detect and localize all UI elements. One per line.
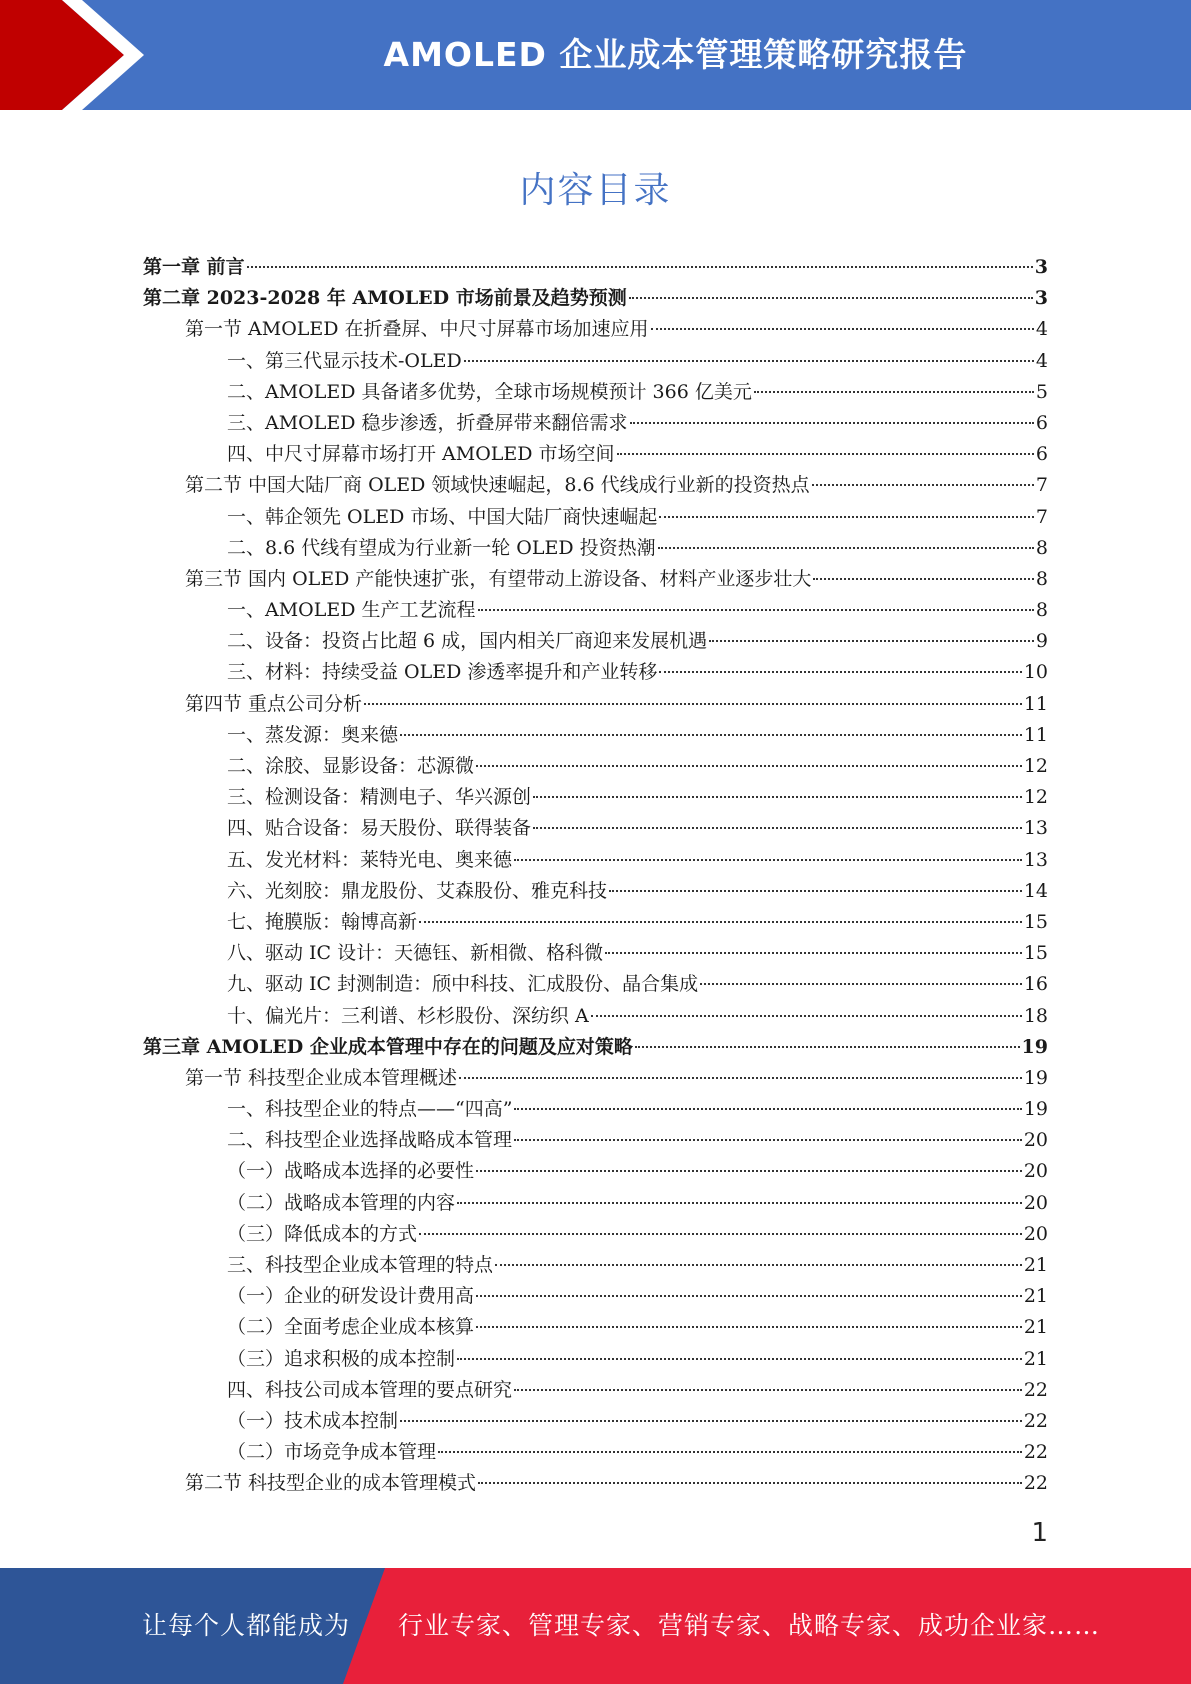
toc-entry[interactable] bbox=[143, 1063, 1048, 1094]
toc-dot-leader bbox=[476, 765, 1022, 767]
toc-dot-leader bbox=[605, 952, 1022, 954]
toc-entry-title: 第四节 重点公司分析 bbox=[185, 692, 363, 715]
toc-entry[interactable] bbox=[143, 1344, 1048, 1375]
toc-entry[interactable] bbox=[143, 377, 1048, 408]
toc-entry-title: 第三章 AMOLED 企业成本管理中存在的问题及应对策略 bbox=[143, 1035, 633, 1058]
toc-dot-leader bbox=[533, 827, 1022, 829]
toc-entry[interactable] bbox=[143, 564, 1048, 595]
toc-dot-leader bbox=[591, 1015, 1022, 1017]
page-number: 1 bbox=[1031, 1518, 1048, 1548]
page-header bbox=[0, 0, 1191, 110]
toc-entry-page: 13 bbox=[1023, 817, 1048, 840]
toc-entry-page: 20 bbox=[1023, 1160, 1048, 1183]
toc-entry-page: 8 bbox=[1035, 567, 1048, 590]
toc-dot-leader bbox=[495, 1264, 1022, 1266]
toc-entry-page: 19 bbox=[1023, 1098, 1048, 1121]
toc-entry-page: 22 bbox=[1023, 1472, 1048, 1495]
toc-entry[interactable] bbox=[143, 1375, 1048, 1406]
toc-entry-title: 一、AMOLED 生产工艺流程 bbox=[227, 599, 476, 622]
toc-entry-page: 15 bbox=[1023, 942, 1048, 965]
toc-entry-page: 21 bbox=[1023, 1285, 1048, 1308]
toc-entry-page: 20 bbox=[1023, 1129, 1048, 1152]
toc-entry[interactable] bbox=[143, 470, 1048, 501]
page-footer bbox=[0, 1568, 1191, 1684]
toc-entry[interactable] bbox=[143, 502, 1048, 533]
toc-dot-leader bbox=[629, 297, 1033, 299]
toc-entry-title: 一、科技型企业的特点——“四高” bbox=[227, 1098, 513, 1121]
toc-entry-title: 第一节 科技型企业成本管理概述 bbox=[185, 1066, 458, 1089]
toc-entry-title: 一、第三代显示技术-OLED bbox=[227, 349, 462, 372]
header-arrow-decoration bbox=[0, 0, 160, 110]
toc-entry-title: 二、科技型企业选择战略成本管理 bbox=[227, 1129, 513, 1152]
toc-entry[interactable] bbox=[143, 689, 1048, 720]
toc-entry-title: 三、检测设备：精测电子、华兴源创 bbox=[227, 786, 532, 809]
toc-entry[interactable] bbox=[143, 1032, 1048, 1063]
toc-entry-page: 20 bbox=[1023, 1191, 1048, 1214]
toc-entry-page: 14 bbox=[1023, 879, 1048, 902]
toc-entry-title: 第二节 科技型企业的成本管理模式 bbox=[185, 1472, 477, 1495]
toc-entry[interactable] bbox=[143, 439, 1048, 470]
toc-title: 内容目录 bbox=[519, 170, 672, 211]
toc-entry[interactable] bbox=[143, 595, 1048, 626]
toc-entry-page: 21 bbox=[1023, 1316, 1048, 1339]
toc-entry-page: 10 bbox=[1023, 661, 1048, 684]
toc-dot-leader bbox=[533, 796, 1022, 798]
toc-entry-title: 三、AMOLED 稳步渗透，折叠屏带来翻倍需求 bbox=[227, 411, 628, 434]
toc-entry-page: 9 bbox=[1035, 630, 1048, 653]
toc-entry-page: 4 bbox=[1035, 349, 1048, 372]
toc-entry[interactable] bbox=[143, 938, 1048, 969]
toc-entry[interactable] bbox=[143, 1188, 1048, 1219]
toc-dot-leader bbox=[514, 1108, 1021, 1110]
toc-entry[interactable] bbox=[143, 314, 1048, 345]
toc-entry-page: 7 bbox=[1035, 505, 1048, 528]
toc-dot-leader bbox=[754, 391, 1034, 393]
toc-entry-title: 六、光刻胶：鼎龙股份、艾森股份、雅克科技 bbox=[227, 879, 608, 902]
toc-entry[interactable] bbox=[143, 1094, 1048, 1125]
toc-entry-title: （一）技术成本控制 bbox=[227, 1409, 399, 1432]
toc-entry-page: 5 bbox=[1035, 380, 1048, 403]
table-of-contents bbox=[143, 252, 1048, 1500]
toc-entry-page: 16 bbox=[1023, 973, 1048, 996]
toc-entry[interactable] bbox=[143, 252, 1048, 283]
toc-entry[interactable] bbox=[143, 626, 1048, 657]
toc-entry[interactable] bbox=[143, 907, 1048, 938]
toc-entry-page: 13 bbox=[1023, 848, 1048, 871]
toc-entry-page: 4 bbox=[1035, 318, 1048, 341]
toc-dot-leader bbox=[659, 671, 1021, 673]
toc-entry[interactable] bbox=[143, 533, 1048, 564]
toc-dot-leader bbox=[478, 609, 1034, 611]
toc-dot-leader bbox=[419, 921, 1022, 923]
toc-entry-title: 一、蒸发源：奥来德 bbox=[227, 723, 399, 746]
toc-entry[interactable] bbox=[143, 346, 1048, 377]
toc-entry-title: 二、涂胶、显影设备：芯源微 bbox=[227, 755, 475, 777]
toc-dot-leader bbox=[247, 266, 1033, 268]
toc-entry-title: 一、韩企领先 OLED 市场、中国大陆厂商快速崛起 bbox=[227, 505, 658, 528]
toc-dot-leader bbox=[812, 484, 1034, 486]
toc-dot-leader bbox=[457, 1358, 1022, 1360]
toc-dot-leader bbox=[813, 578, 1033, 580]
toc-entry[interactable] bbox=[143, 720, 1048, 751]
toc-entry-page: 3 bbox=[1034, 287, 1048, 310]
toc-entry[interactable] bbox=[143, 1219, 1048, 1250]
toc-entry[interactable] bbox=[143, 1250, 1048, 1281]
toc-dot-leader bbox=[400, 1420, 1022, 1422]
toc-entry-title: 第二节 中国大陆厂商 OLED 领域快速崛起，8.6 代线成行业新的投资热点 bbox=[185, 474, 810, 497]
toc-entry-page: 7 bbox=[1035, 474, 1048, 497]
toc-entry-title: 八、驱动 IC 设计：天德钰、新相微、格科微 bbox=[227, 942, 604, 965]
toc-dot-leader bbox=[651, 328, 1034, 330]
toc-dot-leader bbox=[514, 1389, 1022, 1391]
toc-dot-leader bbox=[658, 547, 1034, 549]
toc-entry-title: 九、驱动 IC 封测制造：颀中科技、汇成股份、晶合集成 bbox=[227, 973, 699, 996]
toc-entry-title: 二、AMOLED 具备诸多优势，全球市场规模预计 366 亿美元 bbox=[227, 380, 752, 403]
toc-entry-page: 15 bbox=[1023, 910, 1048, 933]
toc-entry[interactable] bbox=[143, 1125, 1048, 1156]
toc-entry[interactable] bbox=[143, 657, 1048, 688]
toc-entry[interactable] bbox=[143, 1312, 1048, 1343]
report-title: AMOLED 企业成本管理策略研究报告 bbox=[383, 35, 968, 74]
toc-dot-leader bbox=[700, 983, 1022, 985]
toc-dot-leader bbox=[400, 734, 1022, 736]
toc-entry-page: 11 bbox=[1023, 723, 1048, 746]
toc-entry-title: 三、材料：持续受益 OLED 渗透率提升和产业转移 bbox=[227, 661, 658, 684]
toc-entry[interactable] bbox=[143, 1437, 1048, 1468]
toc-dot-leader bbox=[609, 890, 1022, 892]
toc-entry-page: 20 bbox=[1023, 1222, 1048, 1245]
footer-slogan-right: 行业专家、管理专家、营销专家、战略专家、成功企业家…… bbox=[398, 1611, 1101, 1640]
toc-entry[interactable] bbox=[143, 1468, 1048, 1499]
toc-entry-page: 21 bbox=[1023, 1254, 1048, 1276]
toc-entry[interactable] bbox=[143, 969, 1048, 1000]
toc-dot-leader bbox=[459, 1077, 1022, 1079]
toc-entry-title: 十、偏光片：三利谱、杉杉股份、深纺织 A bbox=[227, 1004, 589, 1027]
toc-entry-page: 12 bbox=[1023, 755, 1048, 777]
toc-entry-title: （一）战略成本选择的必要性 bbox=[227, 1160, 475, 1183]
toc-entry-title: （二）市场竞争成本管理 bbox=[227, 1441, 437, 1464]
toc-dot-leader bbox=[659, 516, 1034, 518]
toc-entry-page: 11 bbox=[1023, 692, 1048, 715]
toc-entry-page: 22 bbox=[1023, 1409, 1048, 1432]
toc-entry[interactable] bbox=[143, 782, 1048, 813]
toc-entry[interactable] bbox=[143, 408, 1048, 439]
toc-entry-title: （三）追求积极的成本控制 bbox=[227, 1347, 456, 1370]
toc-dot-leader bbox=[476, 1170, 1022, 1172]
toc-entry-title: （一）企业的研发设计费用高 bbox=[227, 1285, 475, 1308]
toc-entry-title: 四、贴合设备：易天股份、联得装备 bbox=[227, 817, 532, 840]
toc-dot-leader bbox=[617, 453, 1034, 455]
toc-entry[interactable] bbox=[143, 751, 1048, 782]
toc-entry-page: 8 bbox=[1035, 599, 1048, 622]
toc-entry-title: 七、掩膜版：翰博高新 bbox=[227, 910, 418, 933]
toc-entry-title: 三、科技型企业成本管理的特点 bbox=[227, 1254, 494, 1276]
toc-dot-leader bbox=[438, 1451, 1022, 1453]
toc-dot-leader bbox=[464, 360, 1034, 362]
toc-entry-title: 二、8.6 代线有望成为行业新一轮 OLED 投资热潮 bbox=[227, 536, 656, 559]
toc-entry-page: 19 bbox=[1023, 1066, 1048, 1089]
toc-dot-leader bbox=[476, 1326, 1022, 1328]
toc-entry-title: 第三节 国内 OLED 产能快速扩张，有望带动上游设备、材料产业逐步壮大 bbox=[185, 567, 812, 590]
toc-entry[interactable] bbox=[143, 876, 1048, 907]
toc-entry-page: 22 bbox=[1023, 1378, 1048, 1401]
toc-dot-leader bbox=[709, 640, 1034, 642]
toc-entry[interactable] bbox=[143, 845, 1048, 876]
toc-entry-page: 3 bbox=[1034, 256, 1048, 278]
toc-entry[interactable] bbox=[143, 1281, 1048, 1312]
toc-entry-page: 6 bbox=[1035, 443, 1048, 466]
toc-entry-title: （二）战略成本管理的内容 bbox=[227, 1191, 456, 1214]
toc-entry-title: 四、科技公司成本管理的要点研究 bbox=[227, 1378, 513, 1401]
toc-entry[interactable] bbox=[143, 283, 1048, 314]
toc-entry-page: 8 bbox=[1035, 536, 1048, 559]
toc-dot-leader bbox=[630, 422, 1034, 424]
toc-entry[interactable] bbox=[143, 1001, 1048, 1032]
toc-entry-page: 12 bbox=[1023, 786, 1048, 809]
toc-entry-page: 6 bbox=[1035, 411, 1048, 434]
toc-entry[interactable] bbox=[143, 1156, 1048, 1187]
toc-entry-title: 第一节 AMOLED 在折叠屏、中尺寸屏幕市场加速应用 bbox=[185, 318, 649, 341]
toc-entry-title: 五、发光材料：莱特光电、奥来德 bbox=[227, 848, 513, 871]
toc-entry[interactable] bbox=[143, 813, 1048, 844]
toc-entry-page: 22 bbox=[1023, 1441, 1048, 1464]
footer-slogan-left: 让每个人都能成为 bbox=[142, 1611, 351, 1640]
toc-entry-page: 21 bbox=[1023, 1347, 1048, 1370]
toc-dot-leader bbox=[419, 1233, 1022, 1235]
toc-entry-title: （二）全面考虑企业成本核算 bbox=[227, 1316, 475, 1339]
toc-dot-leader bbox=[457, 1202, 1022, 1204]
toc-entry-title: 二、设备：投资占比超 6 成，国内相关厂商迎来发展机遇 bbox=[227, 630, 708, 653]
toc-entry-title: 四、中尺寸屏幕市场打开 AMOLED 市场空间 bbox=[227, 443, 615, 466]
toc-entry-title: （三）降低成本的方式 bbox=[227, 1222, 418, 1245]
toc-dot-leader bbox=[476, 1295, 1022, 1297]
toc-entry-page: 19 bbox=[1021, 1035, 1048, 1058]
toc-entry[interactable] bbox=[143, 1406, 1048, 1437]
toc-dot-leader bbox=[514, 1139, 1022, 1141]
toc-dot-leader bbox=[478, 1482, 1022, 1484]
toc-entry-page: 18 bbox=[1023, 1004, 1048, 1027]
toc-dot-leader bbox=[364, 703, 1022, 705]
toc-dot-leader bbox=[635, 1046, 1020, 1048]
toc-entry-title: 第一章 前言 bbox=[143, 256, 245, 278]
toc-entry-title: 第二章 2023-2028 年 AMOLED 市场前景及趋势预测 bbox=[143, 287, 627, 310]
toc-dot-leader bbox=[514, 859, 1022, 861]
